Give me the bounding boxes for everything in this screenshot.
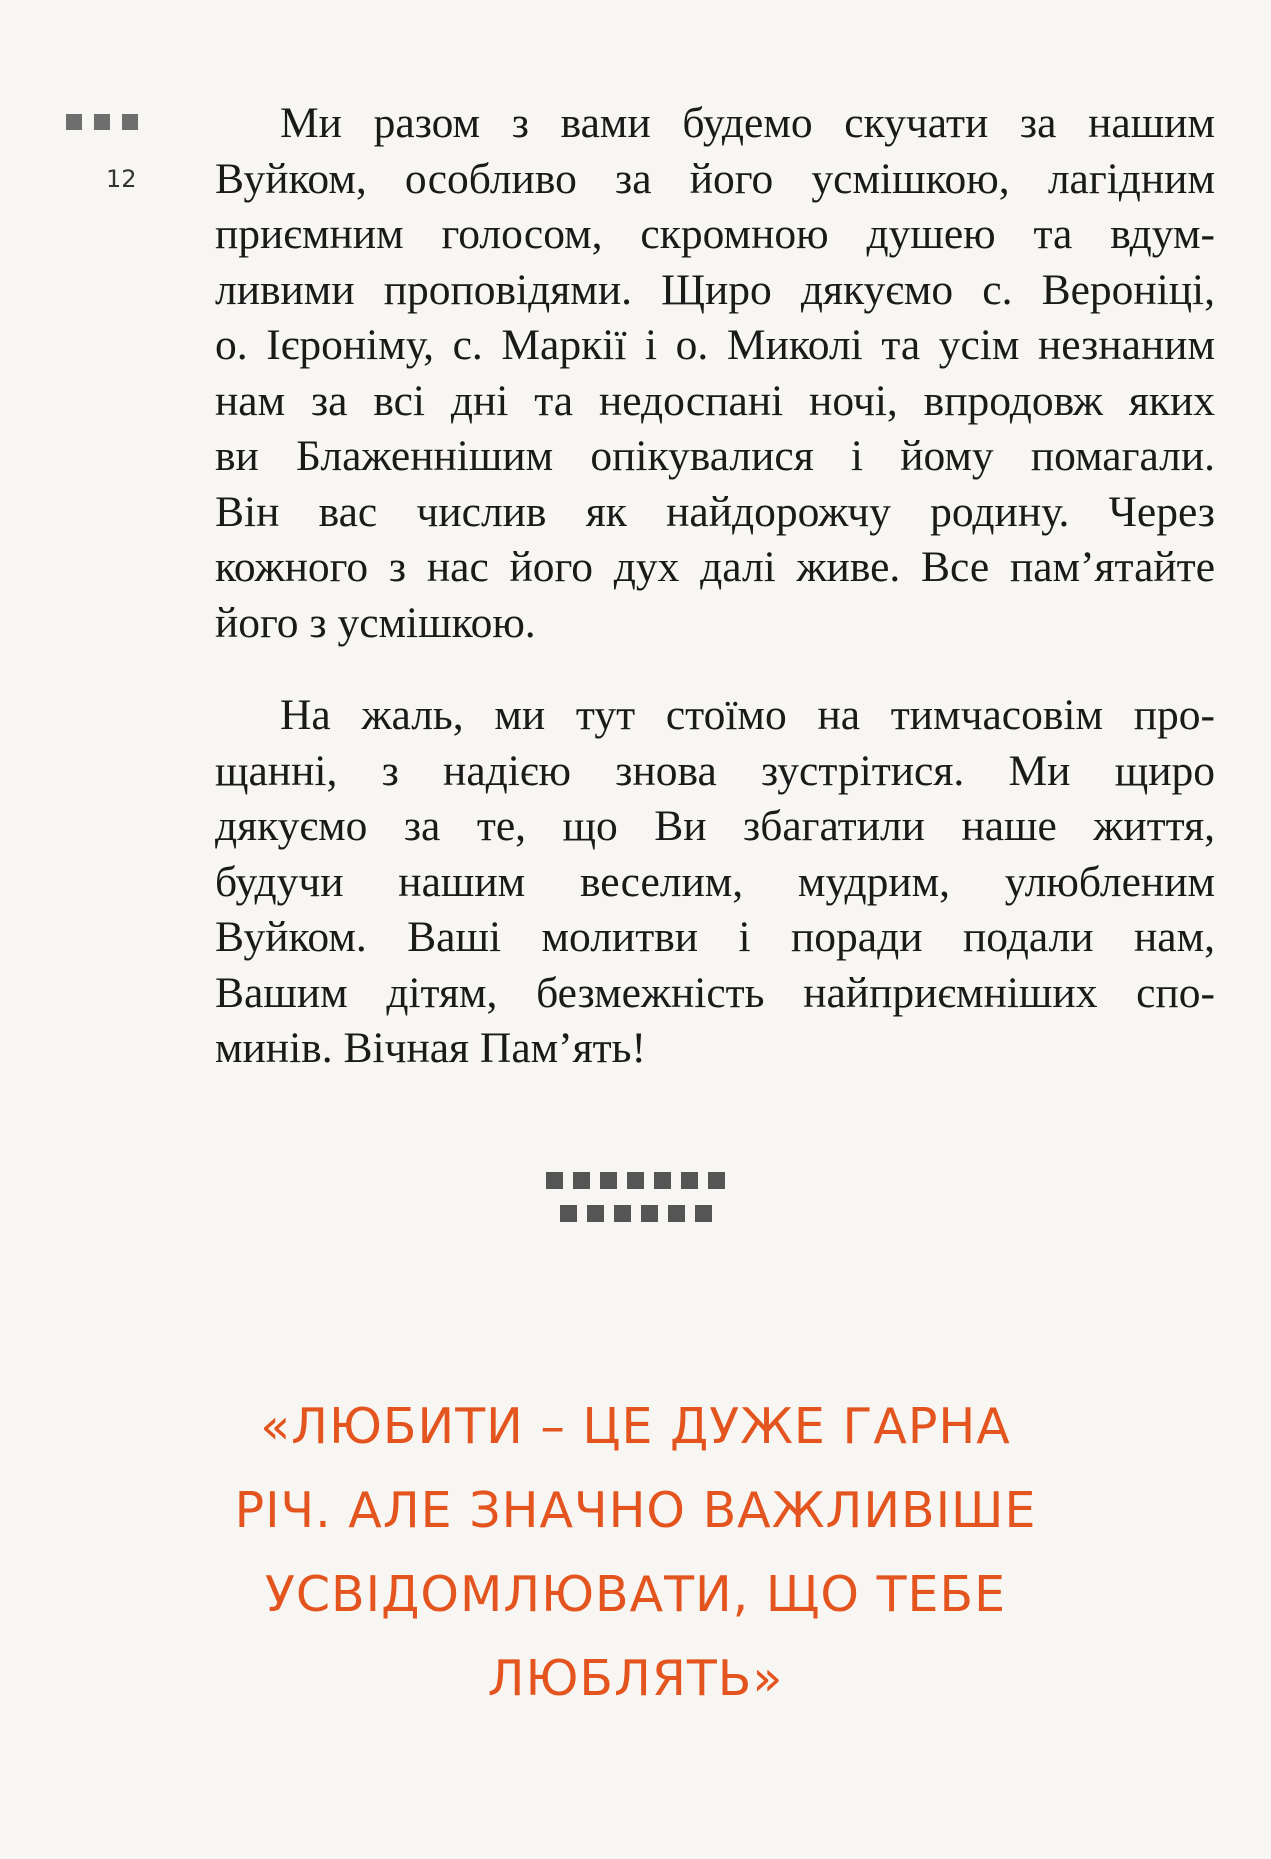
- quote-line: РІЧ. АЛЕ ЗНАЧНО ВАЖЛИВІШЕ: [234, 1482, 1037, 1539]
- quote-line: УСВІДОМЛЮВАТИ, ЩО ТЕБЕ: [264, 1566, 1007, 1623]
- text-line: нам за всі дні та недоспані ночі, впродовж яких: [215, 376, 1215, 425]
- divider-square: [627, 1172, 644, 1189]
- divider-square: [708, 1172, 725, 1189]
- divider-square: [641, 1205, 658, 1222]
- divider-square: [587, 1205, 604, 1222]
- text-line: ливими проповідями. Щиро дякуємо с. Вероніці,: [215, 265, 1215, 314]
- divider-square: [573, 1172, 590, 1189]
- text-line: ви Блаженнішим опікувалися і йому помагали.: [215, 432, 1215, 480]
- divider-row: [560, 1205, 712, 1222]
- text-line: о. Ієроніму, с. Маркії і о. Миколі та усім незнаним: [215, 321, 1215, 369]
- page-number: 12: [106, 165, 137, 193]
- pull-quote: [0, 1385, 1271, 1721]
- divider-square: [681, 1172, 698, 1189]
- marker-square: [66, 114, 82, 130]
- text-line: На жаль, ми тут стоїмо на тимчасовім про-: [280, 691, 1215, 739]
- text-line: приємним голосом, скромною душею та вдум-: [215, 210, 1215, 258]
- paragraph-1: [215, 96, 1215, 651]
- divider-square: [600, 1172, 617, 1189]
- section-divider-ornament: [0, 1172, 1271, 1222]
- text-line: минів. Вічная Пам’ять!: [215, 1024, 646, 1072]
- paragraph-2: [215, 688, 1215, 1077]
- text-line: дякуємо за те, що Ви збагатили наше життя,: [215, 802, 1215, 850]
- text-line: Вуйком. Ваші молитви і поради подали нам,: [215, 913, 1215, 961]
- divider-square: [668, 1205, 685, 1222]
- divider-square: [560, 1205, 577, 1222]
- divider-square: [695, 1205, 712, 1222]
- page-marker-squares: [66, 114, 138, 130]
- text-line: Вуйком, особливо за його усмішкою, лагідним: [215, 154, 1215, 203]
- text-line: Ми разом з вами будемо скучати за нашим: [280, 99, 1215, 147]
- divider-square: [654, 1172, 671, 1189]
- marker-square: [94, 114, 110, 130]
- text-line: будучи нашим веселим, мудрим, улюбленим: [215, 857, 1215, 906]
- divider-square: [546, 1172, 563, 1189]
- text-line: Він вас числив як найдорожчу родину. Через: [215, 487, 1215, 536]
- text-line: щанні, з надією знова зустрітися. Ми щиро: [215, 746, 1215, 795]
- text-line: його з усмішкою.: [215, 598, 536, 647]
- text-line: кожного з нас його дух далі живе. Все пам’ятайте: [215, 543, 1215, 591]
- quote-line: «ЛЮБИТИ – ЦЕ ДУЖЕ ГАРНА: [260, 1398, 1011, 1455]
- divider-row: [546, 1172, 725, 1189]
- quote-line: ЛЮБЛЯТЬ»: [487, 1650, 784, 1707]
- divider-square: [614, 1205, 631, 1222]
- text-line: Вашим дітям, безмежність найприємніших спо-: [215, 968, 1215, 1017]
- marker-square: [122, 114, 138, 130]
